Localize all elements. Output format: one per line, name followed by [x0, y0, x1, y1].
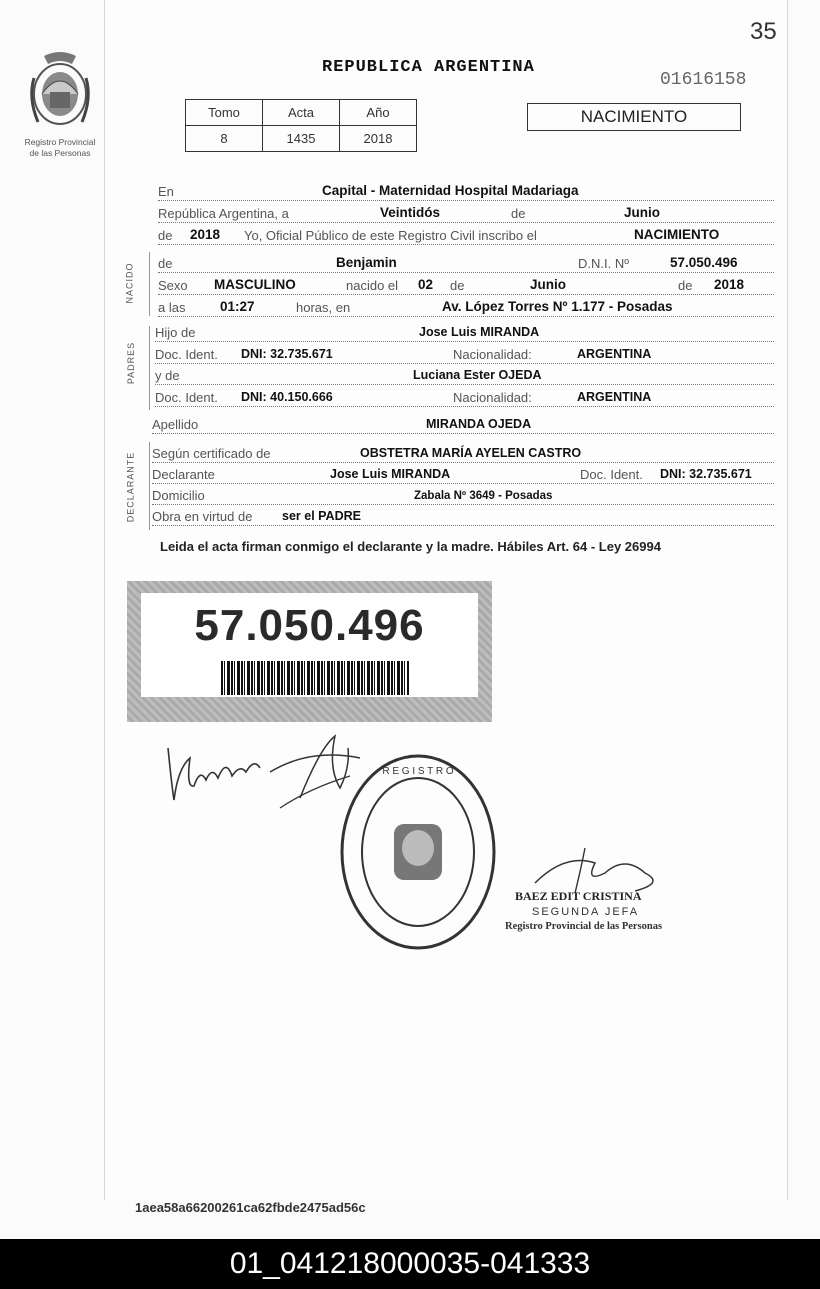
- value-nombre: Benjamin: [336, 255, 397, 270]
- label-certificado: Según certificado de: [152, 446, 274, 461]
- field-year: [158, 224, 774, 245]
- signatory-org: Registro Provincial de las Personas: [505, 921, 663, 932]
- field-apellido: [152, 413, 774, 434]
- table-header-anio: Año: [340, 100, 417, 126]
- section-label-nacido: NACIDO: [124, 262, 135, 304]
- label-de-year: de: [158, 228, 175, 243]
- table-header-tomo: Tomo: [186, 100, 263, 126]
- value-apellido: MIRANDA OJEDA: [426, 417, 532, 431]
- field-doc-madre: [155, 386, 774, 407]
- table-value-acta: 1435: [263, 126, 340, 152]
- label-hijo-de: Hijo de: [155, 325, 198, 340]
- value-declarante: Jose Luis MIRANDA: [330, 467, 451, 481]
- field-sexo: [158, 274, 774, 295]
- label-de-nombre: de: [158, 256, 175, 271]
- signatory-name: BAEZ EDIT CRISTINA: [515, 889, 642, 903]
- value-birth-day: 02: [418, 277, 434, 292]
- value-birth-year: 2018: [714, 277, 745, 292]
- label-horas-en: horas, en: [296, 300, 353, 315]
- value-padre: Jose Luis MIRANDA: [419, 325, 540, 339]
- value-certificado: OBSTETRA MARÍA AYELEN CASTRO: [360, 446, 582, 460]
- table-header-acta: Acta: [263, 100, 340, 126]
- value-day: Veintidós: [380, 205, 441, 220]
- document-type-box: NACIMIENTO: [527, 103, 741, 131]
- label-a-las: a las: [158, 300, 188, 315]
- closing-statement: Leida el acta firman conmigo el declarante y la madre. Hábiles Art. 64 - Ley 26994: [160, 539, 661, 554]
- label-nac-padre: Nacionalidad:: [453, 347, 535, 362]
- field-domicilio: [152, 484, 774, 505]
- label-doc-padre: Doc. Ident.: [155, 347, 221, 362]
- label-de-month: de: [450, 278, 467, 293]
- value-doc-padre: DNI: 32.735.671: [241, 347, 333, 361]
- value-dni: 57.050.496: [670, 255, 738, 270]
- table-value-tomo: 8: [186, 126, 263, 152]
- field-en: [158, 180, 774, 201]
- label-domicilio: Domicilio: [152, 488, 208, 503]
- document-hash: 1aea58a66200261ca62fbde2475ad56c: [135, 1200, 366, 1215]
- province-emblem-icon: [24, 48, 96, 132]
- label-y-de: y de: [155, 368, 183, 383]
- value-obra: ser el PADRE: [282, 509, 361, 523]
- field-obra: [152, 505, 774, 526]
- field-doc-padre: [155, 343, 774, 364]
- document-title: REPUBLICA ARGENTINA: [322, 58, 535, 77]
- label-de-birth-year: de: [678, 278, 695, 293]
- barcode-icon: [221, 661, 409, 695]
- label-en: En: [158, 184, 177, 199]
- label-republica: República Argentina, a: [158, 206, 292, 221]
- dni-label-inner: [141, 593, 478, 697]
- label-apellido: Apellido: [152, 417, 201, 432]
- official-stamp: [338, 752, 498, 952]
- label-doc-madre: Doc. Ident.: [155, 390, 221, 405]
- value-inscribe-type: NACIMIENTO: [634, 227, 720, 242]
- section-label-declarante: DECLARANTE: [125, 451, 136, 523]
- dni-label-number: 57.050.496: [194, 601, 425, 650]
- label-de: de: [511, 206, 528, 221]
- value-nac-padre: ARGENTINA: [577, 347, 652, 361]
- value-madre: Luciana Ester OJEDA: [413, 368, 542, 382]
- footer-code: 01_041218000035-041333: [229, 1247, 591, 1280]
- label-doc-declarante: Doc. Ident.: [580, 467, 646, 482]
- field-hora: [158, 296, 774, 317]
- value-doc-madre: DNI: 40.150.666: [241, 390, 333, 404]
- value-hora: 01:27: [220, 299, 255, 314]
- value-en: Capital - Maternidad Hospital Madariaga: [322, 183, 579, 198]
- table-value-anio: 2018: [340, 126, 417, 152]
- dni-label-sticker: [127, 581, 492, 722]
- section-divider-padres: [149, 326, 150, 410]
- label-nacido-el: nacido el: [346, 278, 401, 293]
- field-republica: [158, 202, 774, 223]
- section-divider-nacido: [149, 252, 150, 316]
- record-table: [185, 99, 417, 152]
- svg-text:R E G I S T R O: R E G I S T R O: [382, 766, 454, 777]
- value-birth-place: Av. López Torres Nº 1.177 - Posadas: [442, 299, 673, 314]
- field-hijo-de: [155, 321, 774, 342]
- value-month: Junio: [624, 205, 660, 220]
- field-declarante: [152, 463, 774, 484]
- label-declarante: Declarante: [152, 467, 218, 482]
- label-nac-madre: Nacionalidad:: [453, 390, 535, 405]
- org-name-line2: de las Personas: [29, 148, 91, 158]
- signatory-role: SEGUNDA JEFA: [532, 906, 640, 918]
- label-inscribo: Yo, Oficial Público de este Registro Civil inscribo el: [244, 228, 540, 243]
- value-year: 2018: [190, 227, 221, 242]
- value-birth-month: Junio: [530, 277, 566, 292]
- label-obra: Obra en virtud de: [152, 509, 255, 524]
- value-doc-declarante: DNI: 32.735.671: [660, 467, 752, 481]
- serial-number: 01616158: [660, 70, 747, 90]
- footer-bar: [0, 1239, 820, 1289]
- section-label-padres: PADRES: [126, 341, 137, 385]
- value-nac-madre: ARGENTINA: [577, 390, 652, 404]
- value-sexo: MASCULINO: [214, 277, 296, 292]
- page-number: 35: [750, 18, 777, 45]
- field-certificado: [152, 442, 774, 463]
- section-divider-declarante: [149, 442, 150, 530]
- field-y-de: [155, 364, 774, 385]
- value-domicilio: Zabala Nº 3649 - Posadas: [414, 490, 553, 502]
- org-name-line1: Registro Provincial: [24, 137, 96, 147]
- field-nombre: [158, 252, 774, 273]
- label-sexo: Sexo: [158, 278, 191, 293]
- label-dni: D.N.I. Nº: [578, 256, 632, 271]
